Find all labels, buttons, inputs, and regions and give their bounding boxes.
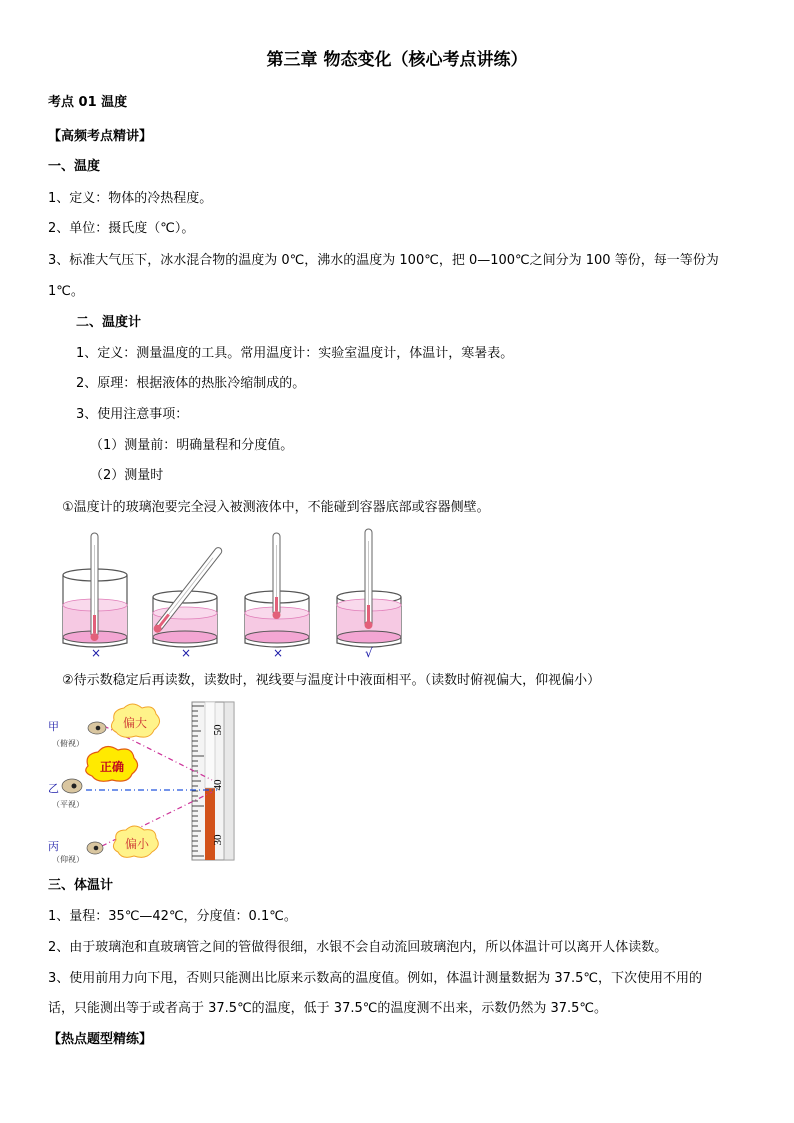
label-bing-sub: （仰视）	[52, 855, 84, 864]
bubble-high	[111, 704, 159, 737]
para-structure: 2、由于玻璃泡和直玻璃管之间的管做得很细，水银不会自动流回玻璃泡内，所以体温计可以离开人体读数。	[48, 940, 668, 955]
label-yi-sub: （平视）	[52, 800, 84, 809]
label-jia-sub: （俯视）	[52, 739, 84, 748]
reading-angle-figure	[42, 700, 242, 865]
para-notes: 3、使用注意事项：	[76, 407, 189, 422]
label-bing: 丙	[48, 840, 59, 853]
para-usage: 3、使用前用力向下甩，否则只能测出比原来示数高的温度值。例如，体温计测量数据为 37.5℃，下次使用不用的	[48, 971, 702, 986]
mark-beaker-3: ×	[273, 646, 284, 660]
para-unit: 2、单位：摄氏度（℃）。	[48, 221, 195, 236]
mark-beaker-2: ×	[181, 646, 192, 660]
mark-beaker-1: ×	[91, 646, 102, 660]
para-usage-cont: 话，只能测出等于或者高于 37.5℃的温度，低于 37.5℃的温度测不出来，示数仍然为 37.5℃。	[48, 1001, 608, 1016]
bubble-low-text: 偏小	[124, 837, 150, 851]
para-thermometer-def: 1、定义：测量温度的工具。常用温度计：实验室温度计，体温计，寒暑表。	[76, 346, 514, 361]
para-standard-cont: 1℃。	[48, 284, 84, 299]
section-kaodian: 考点 01 温度	[48, 95, 128, 110]
liquid-column	[205, 788, 215, 860]
beaker-2	[152, 546, 224, 647]
page-title: 第三章 物态变化（核心考点讲练）	[266, 50, 528, 70]
para-range: 1、量程：35℃—42℃，分度值：0.1℃。	[48, 909, 297, 924]
scale-label-30: 30	[212, 834, 224, 846]
scale-label-50: 50	[212, 724, 224, 736]
para-rule-1: ①温度计的玻璃泡要完全浸入被测液体中，不能碰到容器底部或容器侧壁。	[62, 500, 490, 515]
heading-wendu: 一、温度	[48, 159, 101, 174]
label-jingjiang: 【高频考点精讲】	[48, 129, 153, 144]
para-before-measure: （1）测量前：明确量程和分度值。	[90, 438, 294, 453]
eye-icon-bottom	[87, 842, 103, 854]
para-rule-2: ②待示数稳定后再读数，读数时，视线要与温度计中液面相平。（读数时俯视偏大，仰视偏小）	[62, 673, 601, 688]
beaker-1	[63, 533, 127, 647]
label-jinglian: 【热点题型精练】	[48, 1032, 153, 1047]
heading-thermometer: 二、温度计	[76, 315, 142, 330]
label-jia: 甲	[48, 720, 59, 733]
bubble-high-text: 偏大	[122, 716, 148, 730]
para-standard: 3、标准大气压下，冰水混合物的温度为 0℃，沸水的温度为 100℃，把 0—100℃之间分为 100 等份，每一等份为	[48, 253, 719, 268]
bubble-low	[113, 826, 158, 857]
beaker-4	[337, 529, 401, 647]
para-principle: 2、原理：根据液体的热胀冷缩制成的。	[76, 376, 306, 391]
beakers-figure	[55, 525, 435, 665]
para-during-measure: （2）测量时	[90, 468, 164, 483]
scale-label-40: 40	[212, 779, 224, 791]
para-definition: 1、定义：物体的冷热程度。	[48, 191, 213, 206]
eye-icon-top	[88, 722, 106, 734]
heading-clinical-thermometer: 三、体温计	[48, 878, 114, 893]
beaker-3	[245, 533, 309, 647]
bubble-correct	[86, 746, 138, 781]
mark-beaker-4: √	[365, 646, 373, 660]
bubble-correct-text: 正确	[99, 760, 125, 774]
label-yi: 乙	[48, 782, 59, 795]
eye-icon-middle	[62, 779, 82, 793]
